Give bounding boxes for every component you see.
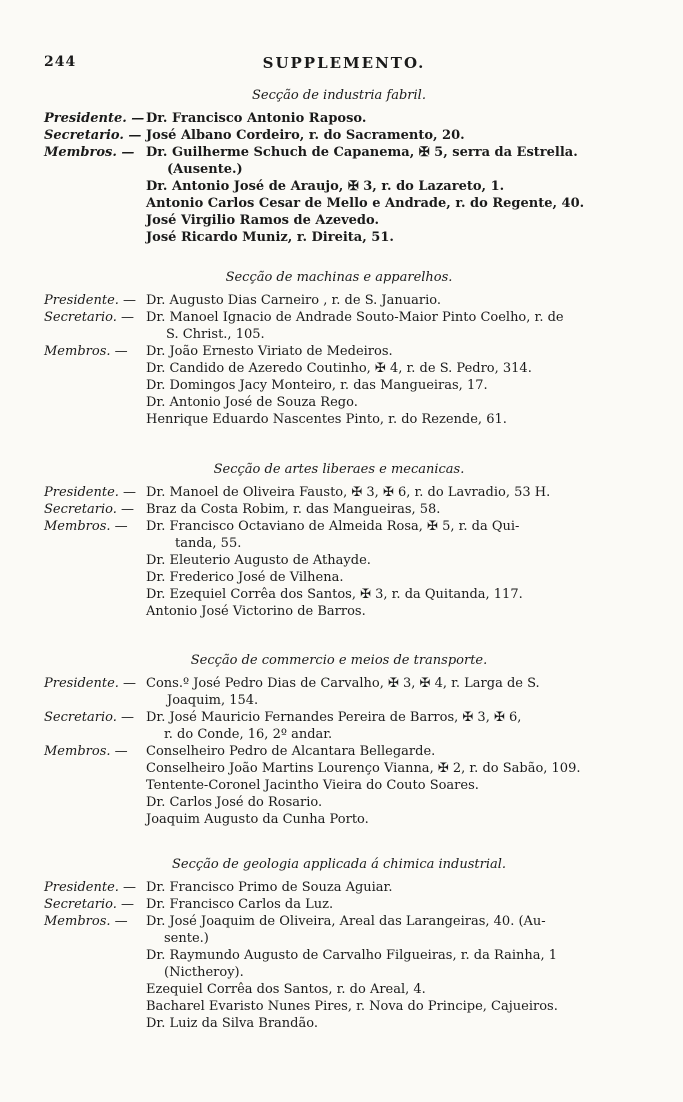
- entry-line: [44, 518, 634, 536]
- entry-text: Dr. Francisco Antonio Raposo.: [146, 111, 367, 126]
- entry-line: [44, 552, 634, 570]
- entry-text: Dr. Augusto Dias Carneiro , r. de S. Januario.: [146, 293, 441, 308]
- entry-line: [44, 603, 634, 621]
- role-label: Secretario. —: [44, 710, 134, 725]
- entry-line: [44, 675, 634, 693]
- entry-text: Dr. Frederico José de Vilhena.: [146, 570, 344, 585]
- entry-text: tanda, 55.: [175, 536, 242, 551]
- entry-text: Dr. Manoel de Oliveira Fausto, ✠ 3, ✠ 6, r. do Lavradio, 53 H.: [146, 485, 551, 500]
- entry-line: [44, 343, 634, 361]
- section-title: Secção de machinas e apparelhos.: [225, 270, 453, 285]
- role-label: Presidente. —: [44, 880, 137, 895]
- role-label: Membros. —: [44, 344, 128, 359]
- role-label: Presidente. —: [44, 676, 137, 691]
- entry-line: [44, 229, 634, 247]
- entry-text: Tentente-Coronel Jacintho Vieira do Couto Soares.: [146, 778, 479, 793]
- entry-text: José Ricardo Muniz, r. Direita, 51.: [146, 230, 394, 245]
- entry-text: Conselheiro Pedro de Alcantara Bellegarde.: [146, 744, 436, 759]
- section-title: Secção de geologia applicada á chimica industrial.: [171, 857, 507, 872]
- role-label: Secretario. —: [44, 128, 142, 143]
- entry-line: [44, 377, 634, 395]
- entry-line: [44, 896, 634, 914]
- entry-text: José Virgilio Ramos de Azevedo.: [146, 213, 379, 228]
- role-label: Presidente. —: [44, 293, 137, 308]
- entry-text: Antonio Carlos Cesar de Mello e Andrade, r. do Regente, 40.: [146, 196, 585, 211]
- role-label: Membros. —: [44, 744, 128, 759]
- section-title: Secção de commercio e meios de transporte.: [190, 653, 488, 668]
- entry-text: Antonio José Victorino de Barros.: [146, 604, 366, 619]
- entry-line: [44, 110, 634, 128]
- entry-line: [44, 743, 634, 761]
- role-label: Presidente. —: [44, 111, 145, 126]
- section-2: [44, 270, 634, 450]
- entry-text: Conselheiro João Martins Lourenço Vianna, ✠ 2, r. do Sabão, 109.: [146, 761, 581, 776]
- section-5: [44, 857, 634, 1037]
- running-title: SUPPLEMENTO.: [262, 54, 426, 72]
- section-3: [44, 462, 634, 642]
- entry-text: Dr. Antonio José de Araujo, ✠ 3, r. do Lazareto, 1.: [146, 179, 505, 194]
- entry-line: [44, 777, 634, 795]
- entry-line: [44, 144, 634, 162]
- entry-line: [44, 947, 634, 965]
- entry-text: Dr. Francisco Octaviano de Almeida Rosa, ✠ 5, r. da Qui-: [146, 519, 520, 534]
- role-label: Membros. —: [44, 519, 128, 534]
- entry-line: [44, 127, 634, 145]
- entry-text: Ezequiel Corrêa dos Santos, r. do Areal, 4.: [146, 982, 426, 997]
- entry-line: [44, 709, 634, 727]
- role-label: Secretario. —: [44, 897, 134, 912]
- entry-line: [44, 411, 634, 429]
- entry-line: [44, 692, 634, 710]
- entry-line: [44, 569, 634, 587]
- role-label: Secretario. —: [44, 502, 134, 517]
- entry-line: [44, 212, 634, 230]
- entry-line: [44, 394, 634, 412]
- entry-line: [44, 930, 634, 948]
- entry-text: Dr. Manoel Ignacio de Andrade Souto-Maior Pinto Coelho, r. de: [146, 310, 564, 325]
- entry-text: Dr. João Ernesto Viriato de Medeiros.: [146, 344, 393, 359]
- role-label: Secretario. —: [44, 310, 134, 325]
- entry-line: [44, 309, 634, 327]
- entry-line: [44, 326, 634, 344]
- entry-text: Dr. Francisco Carlos da Luz.: [146, 897, 334, 912]
- entry-text: Dr. Eleuterio Augusto de Athayde.: [146, 553, 371, 568]
- entry-text: Dr. José Joaquim de Oliveira, Areal das Larangeiras, 40. (Au-: [146, 914, 546, 929]
- entry-text: Dr. Raymundo Augusto de Carvalho Filgueiras, r. da Rainha, 1: [146, 948, 558, 963]
- entry-text: Dr. Guilherme Schuch de Capanema, ✠ 5, serra da Estrella.: [146, 145, 578, 160]
- section-title: Secção de artes liberaes e mecanicas.: [213, 462, 465, 477]
- page-number: 244: [44, 54, 77, 70]
- entry-line: [44, 913, 634, 931]
- entry-text: Dr. Luiz da Silva Brandão.: [146, 1016, 318, 1031]
- entry-line: [44, 484, 634, 502]
- entry-line: [44, 794, 634, 812]
- entry-text: Dr. Ezequiel Corrêa dos Santos, ✠ 3, r. da Quitanda, 117.: [146, 587, 523, 602]
- entry-text: sente.): [164, 931, 209, 946]
- entry-text: Dr. Antonio José de Souza Rego.: [146, 395, 358, 410]
- entry-text: Joaquim, 154.: [167, 693, 259, 708]
- section-1: [44, 88, 634, 268]
- entry-text: José Albano Cordeiro, r. do Sacramento, 20.: [146, 128, 465, 143]
- entry-text: Dr. Domingos Jacy Monteiro, r. das Mangueiras, 17.: [146, 378, 488, 393]
- entry-text: S. Christ., 105.: [166, 327, 265, 342]
- entry-text: Dr. Carlos José do Rosario.: [146, 795, 323, 810]
- entry-text: Dr. Francisco Primo de Souza Aguiar.: [146, 880, 393, 895]
- entry-line: [44, 535, 634, 553]
- entry-text: Joaquim Augusto da Cunha Porto.: [146, 812, 369, 827]
- entry-text: Cons.º José Pedro Dias de Carvalho, ✠ 3, ✠ 4, r. Larga de S.: [146, 676, 540, 691]
- entry-line: [44, 161, 634, 179]
- entry-line: [44, 360, 634, 378]
- section-title: Secção de industria fabril.: [252, 88, 426, 103]
- entry-line: [44, 879, 634, 897]
- entry-text: Dr. José Mauricio Fernandes Pereira de Barros, ✠ 3, ✠ 6,: [146, 710, 522, 725]
- entry-line: [44, 586, 634, 604]
- entry-text: (Ausente.): [167, 162, 243, 177]
- entry-text: r. do Conde, 16, 2º andar.: [164, 727, 333, 742]
- entry-line: [44, 964, 634, 982]
- entry-text: Bacharel Evaristo Nunes Pires, r. Nova do Principe, Cajueiros.: [146, 999, 558, 1014]
- entry-line: [44, 501, 634, 519]
- entry-line: [44, 292, 634, 310]
- entry-text: Dr. Candido de Azeredo Coutinho, ✠ 4, r. de S. Pedro, 314.: [146, 361, 532, 376]
- entry-line: [44, 195, 634, 213]
- role-label: Membros. —: [44, 145, 135, 160]
- section-4: [44, 653, 634, 833]
- entry-line: [44, 981, 634, 999]
- entry-line: [44, 811, 634, 829]
- entry-line: [44, 760, 634, 778]
- role-label: Membros. —: [44, 914, 128, 929]
- entry-line: [44, 1015, 634, 1033]
- entry-text: Braz da Costa Robim, r. das Mangueiras, 58.: [146, 502, 441, 517]
- entry-text: Henrique Eduardo Nascentes Pinto, r. do Rezende, 61.: [146, 412, 507, 427]
- entry-line: [44, 726, 634, 744]
- entry-line: [44, 178, 634, 196]
- role-label: Presidente. —: [44, 485, 137, 500]
- page-header: [44, 54, 644, 74]
- entry-line: [44, 998, 634, 1016]
- entry-text: (Nictheroy).: [164, 965, 244, 980]
